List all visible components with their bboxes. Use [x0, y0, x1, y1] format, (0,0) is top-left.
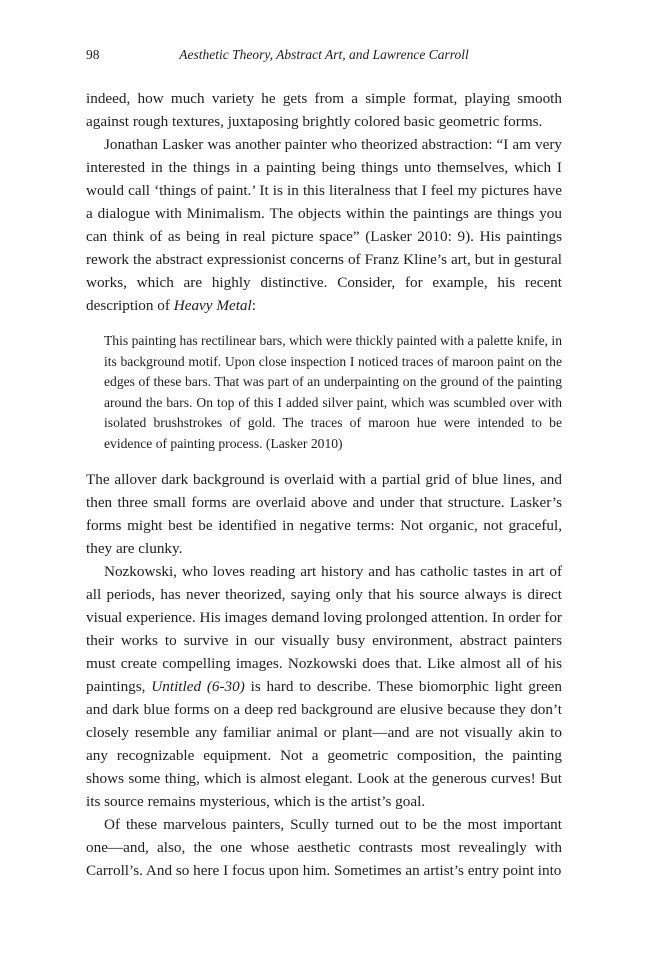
paragraph — [86, 133, 562, 317]
paragraph-text: Nozkowski, who loves reading art history and has catholic tastes in art of all periods, has never theorized, saying only that his source always is direct visual experience. His images demand loving prolonged attention. In order for their works to survive in our visually busy environment, abstract painters must create compelling images. Nozkowski does that. Like almost all of his paintings, — [86, 563, 562, 695]
paragraph: Of these marvelous painters, Scully turned out to be the most important one—and, also, the one whose aesthetic contrasts most revealingly with Carroll’s. And so here I focus upon him. Sometimes an artist’s entry point into — [86, 816, 562, 879]
paragraph: indeed, how much variety he gets from a simple format, playing smooth against rough textures, juxtaposing brightly colored basic geometric forms. — [86, 90, 562, 130]
page-number: 98 — [86, 47, 100, 62]
artwork-title: Untitled (6-30) — [151, 678, 245, 695]
paragraph-text: is hard to describe. These biomorphic light green and dark blue forms on a deep red background are elusive because they don’t closely resemble any familiar animal or plant—and are not visually akin to any recognizable equipment. Not a geometric composition, the painting shows some thing, which is almost elegant. Look at the generous curves! But its source remains mysterious, which is the artist’s goal. — [86, 678, 563, 810]
block-quote: This painting has rectilinear bars, which were thickly painted with a palette knife, in its background motif. Upon close inspection I noticed traces of maroon paint on the edges of these bars. That was part of an underpainting on the ground of the painting around the bars. On top of this I added silver paint, which was scumbled over with isolated brushstrokes of gold. The traces of maroon hue were intended to be evidence of painting process. (Lasker 2010) — [104, 333, 562, 451]
running-head — [86, 44, 562, 66]
paragraph-text: : — [251, 297, 256, 314]
artwork-title: Heavy Metal — [173, 297, 252, 314]
paragraph — [86, 560, 562, 813]
body-text — [86, 87, 562, 882]
paragraph-text: Jonathan Lasker was another painter who theorized abstraction: “I am very interested in the things in a painting being things unto themselves, which I would call ‘things of paint.’ It is in this literalness that I feel my pictures have a dialogue with Minimalism. The objects within the paintings are things you can think of as being in real picture space” (Lasker 2010: 9). His paintings rework the abstract expressionist concerns of Franz Kline’s art, but in gestural works, which are highly distinctive. Consider, for example, his recent description of — [86, 136, 562, 314]
paragraph: The allover dark background is overlaid with a partial grid of blue lines, and then three small forms are overlaid above and under that structure. Lasker’s forms might best be identified in negative terms: Not organic, not graceful, they are clunky. — [86, 471, 562, 557]
book-page — [86, 44, 562, 882]
running-title: Aesthetic Theory, Abstract Art, and Lawrence Carroll — [179, 47, 469, 62]
